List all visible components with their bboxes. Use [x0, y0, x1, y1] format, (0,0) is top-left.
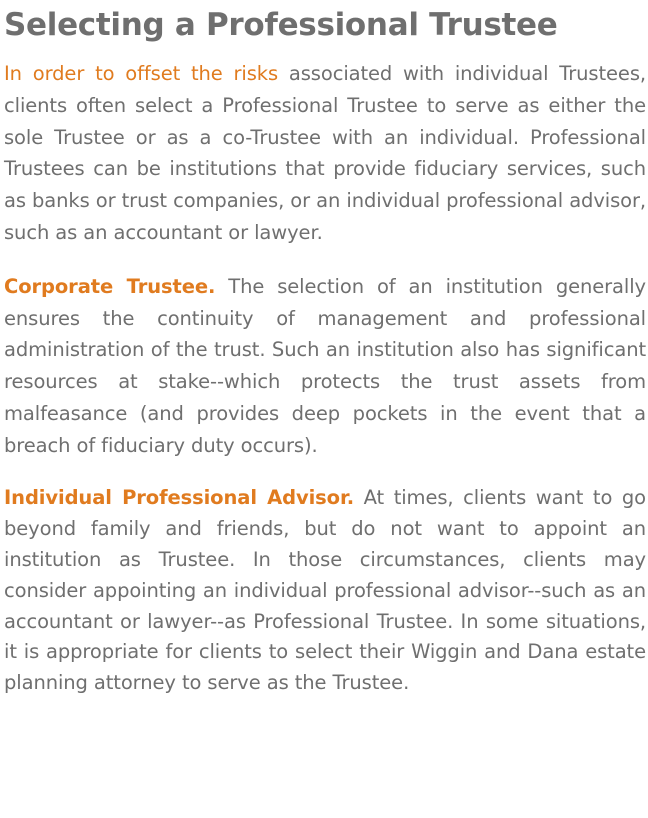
page-title: Selecting a Professional Trustee — [4, 7, 558, 43]
paragraph-intro-text: associated with individual Trustees, clients often select a Professional Trustee to serve as either the sole Trustee or as a co-Trustee with an individual. Professional Trustees can be institutions that provide fiduciary services, such as banks or trust companies, or an individual professional advisor, such as an accountant or lawyer. — [4, 62, 646, 244]
paragraph-intro — [0, 58, 648, 249]
paragraph-individual-professional-advisor — [0, 483, 648, 699]
paragraph-individual-professional-advisor-text: At times, clients want to go beyond family and friends, but do not want to appoint an institution as Trustee. In those circumstances, clients may consider appointing an individual professional advisor--such as an accountant or lawyer--as Professional Trustee. In some situations, it is appropriate for clients to select their Wiggin and Dana estate planning attorney to serve as the Trustee. — [4, 486, 646, 695]
paragraph-intro-lead: In order to offset the risks — [4, 62, 279, 86]
paragraph-corporate-trustee-lead: Corporate Trustee. — [4, 274, 216, 298]
paragraph-corporate-trustee-text: The selection of an institution generally ensures the continuity of management and professional administration of the trust. Such an institution also has significant resources at stake--which protects the trust assets from malfeasance (and provides deep pockets in the event that a breach of fiduciary duty occurs). — [4, 274, 646, 457]
paragraph-individual-professional-advisor-lead: Individual Professional Advisor. — [4, 486, 355, 510]
paragraph-corporate-trustee — [0, 271, 648, 462]
